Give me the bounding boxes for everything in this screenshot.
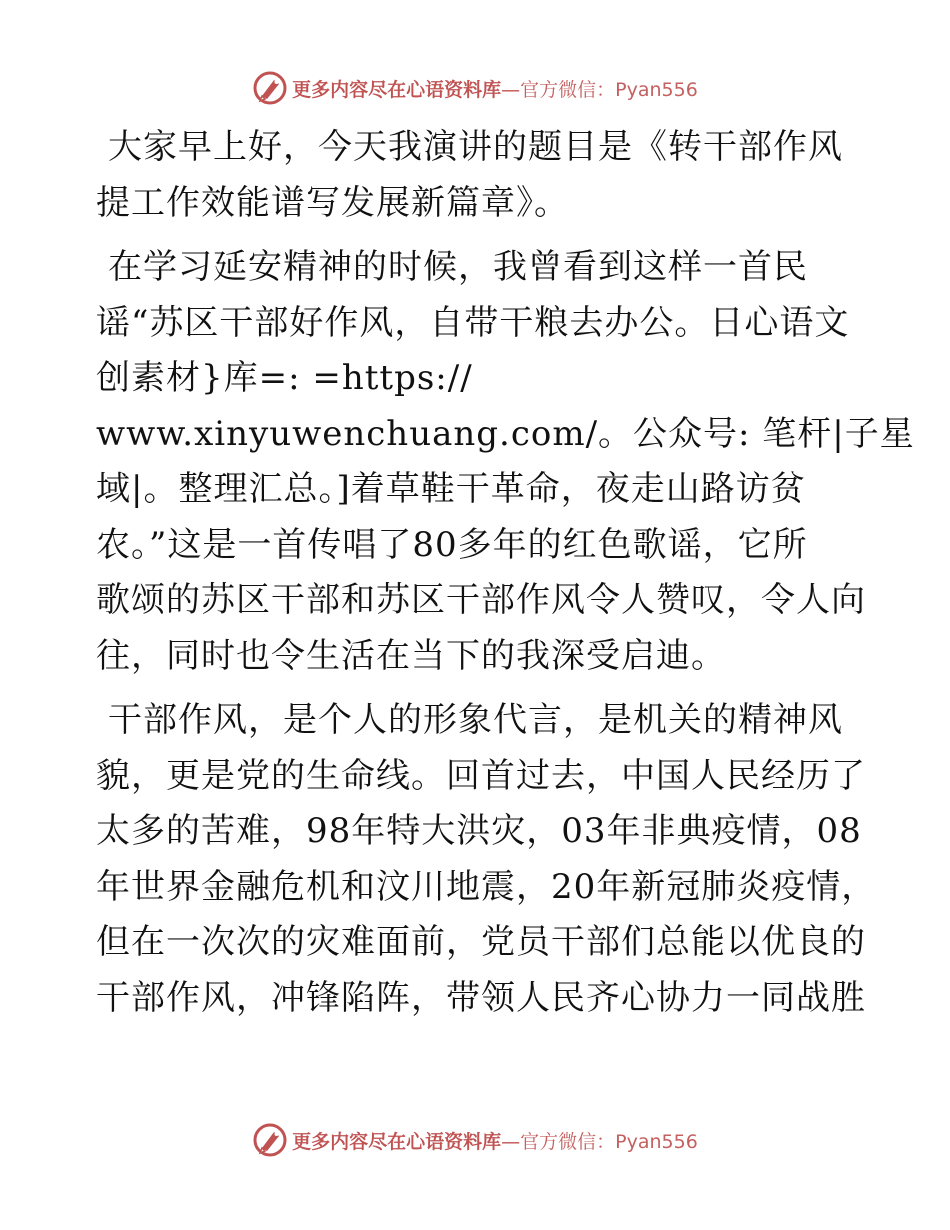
text-line: 创素材}库=: =https:// xyxy=(96,358,473,398)
pen-logo-icon xyxy=(252,70,288,106)
text-line: 干部作风，是个人的形象代言，是机关的精神风 xyxy=(108,700,843,740)
pen-logo-icon xyxy=(252,1122,288,1158)
text-line: 往，同时也令生活在当下的我深受启迪。 xyxy=(96,635,726,676)
text-line: www.xinyuwenchuang.com/。公众号: 笔杆|子星 xyxy=(96,413,915,454)
document-body xyxy=(96,120,915,1026)
text-line: 干部作风，冲锋陷阵，带领人民齐心协力一同战胜 xyxy=(96,977,866,1018)
text-line: 谣“苏区干部好作风，自带干粮去办公。日心语文 xyxy=(96,302,850,343)
header-banner xyxy=(0,68,950,108)
paragraph-3 xyxy=(96,693,877,1026)
text-line: 但在一次次的灾难面前，党员干部们总能以优良的 xyxy=(96,922,866,962)
text-line: 貌，更是党的生命线。回首过去，中国人民经历了 xyxy=(96,755,866,796)
text-line: 年世界金融危机和汶川地震，20年新冠肺炎疫情， xyxy=(96,866,877,907)
header-banner-wechat: 官方微信：Pyan556 xyxy=(520,78,698,101)
footer-banner xyxy=(0,1120,950,1160)
footer-banner-separator: — xyxy=(501,1130,521,1153)
header-banner-separator: — xyxy=(501,78,521,101)
text-line: 太多的苦难，98年特大洪灾，03年非典疫情，08 xyxy=(96,811,862,851)
paragraph-1 xyxy=(96,120,856,231)
footer-banner-text: 更多内容尽在心语资料库 xyxy=(292,1130,502,1153)
text-line: 大家早上好，今天我演讲的题目是《转干部作风 xyxy=(108,127,843,167)
text-line: 提工作效能谱写发展新篇章》。 xyxy=(96,182,569,223)
text-line: 域|。整理汇总。]着草鞋干革命，夜走山路访贫 xyxy=(96,469,806,509)
header-banner-text: 更多内容尽在心语资料库 xyxy=(292,78,502,101)
paragraph-2 xyxy=(96,240,915,684)
text-line: 农。”这是一首传唱了80多年的红色歌谣，它所 xyxy=(96,524,808,565)
footer-banner-wechat: 官方微信：Pyan556 xyxy=(520,1130,698,1153)
text-line: 在学习延安精神的时候，我曾看到这样一首民 xyxy=(108,247,808,287)
text-line: 歌颂的苏区干部和苏区干部作风令人赞叹，令人向 xyxy=(96,580,866,620)
